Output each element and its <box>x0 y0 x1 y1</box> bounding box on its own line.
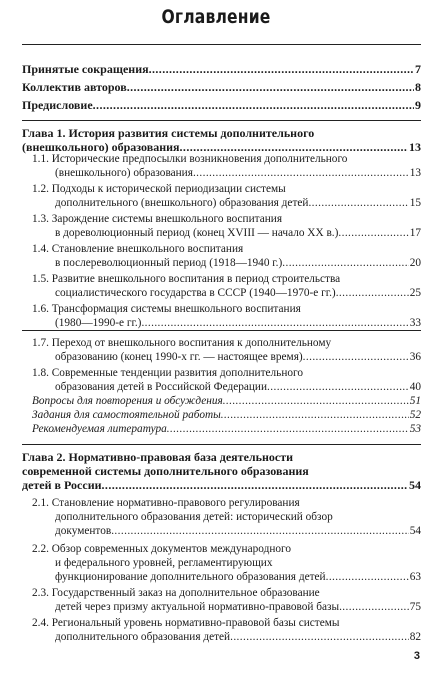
dot-leader <box>338 226 408 240</box>
dot-leader <box>230 630 409 644</box>
dot-leader <box>326 570 409 584</box>
toc-entry-title: 1.8. Современные тенденции развития дополнительного <box>32 367 304 379</box>
toc-page-number: 63 <box>409 571 421 583</box>
toc-entry[interactable] <box>32 366 421 394</box>
toc-page-number: 75 <box>409 601 421 613</box>
toc-page-number: 8 <box>415 80 421 94</box>
toc-page-number: 7 <box>415 62 421 76</box>
toc-entry-title: 2.4. Региональный уровень нормативно-правовой базы системы <box>32 617 340 629</box>
toc-page-number: 51 <box>409 395 421 407</box>
toc-entry-title: (внешкольного) образования <box>22 140 180 154</box>
toc-entry[interactable] <box>32 152 421 180</box>
toc-entry-title: в послереволюционный период (1918—1940 г.) <box>55 257 283 269</box>
toc-entry-title: (внешкольного) образования <box>55 167 193 179</box>
toc-entry[interactable] <box>22 98 421 112</box>
dot-leader <box>339 600 409 614</box>
dot-leader <box>221 408 409 422</box>
toc-entry-title: детей через призму актуальной нормативно-правовой базы <box>55 601 340 613</box>
toc-entry-title: 2.1. Становление нормативно-правового регулирования <box>32 497 300 509</box>
dot-leader <box>282 256 408 270</box>
toc-entry[interactable] <box>32 408 421 422</box>
toc-page-number: 15 <box>409 197 421 209</box>
toc-page-number: 82 <box>409 631 421 643</box>
dot-leader <box>102 478 408 492</box>
toc-page-number: 36 <box>409 351 421 363</box>
toc-entry-title: 1.5. Развитие внешкольного воспитания в период строительства <box>32 273 341 285</box>
toc-page-number: 52 <box>409 409 421 421</box>
toc-entry-title: образования детей в Российской Федерации <box>55 381 268 393</box>
toc-entry-title: 2.3. Государственный заказ на дополнительное образование <box>32 587 320 599</box>
toc-entry-title: современной системы дополнительного образования <box>22 464 309 478</box>
toc-entry-title: социалистического государства в СССР (1940—1970-е гг.) <box>55 287 336 299</box>
toc-entry[interactable] <box>32 336 421 364</box>
toc-entry[interactable] <box>32 272 421 300</box>
toc-entry[interactable] <box>32 212 421 240</box>
toc-entry[interactable] <box>22 80 421 94</box>
toc-entry-title: Рекомендуемая литература <box>32 423 167 435</box>
toc-entry-title: 1.2. Подходы к исторической периодизации системы <box>32 183 286 195</box>
toc-page-number: 53 <box>409 423 421 435</box>
dot-leader <box>149 62 414 76</box>
toc-entry-title: Задания для самостоятельной работы <box>32 409 221 421</box>
dot-leader <box>193 166 409 180</box>
toc-entry-title: Глава 2. Нормативно-правовая база деятельности <box>22 450 294 464</box>
dot-leader <box>303 350 409 364</box>
toc-page-number: 20 <box>409 257 421 269</box>
toc-entry-title: функционирование дополнительного образования детей <box>55 571 326 583</box>
toc-page-number: 25 <box>409 287 421 299</box>
toc-entry[interactable] <box>32 422 421 436</box>
page-title: Оглавление <box>161 6 271 28</box>
toc-page-number: 13 <box>409 167 421 179</box>
toc-entry-title: и федерального уровней, регламентирующих <box>55 557 273 569</box>
toc-entry[interactable] <box>32 616 421 644</box>
toc-entry-title: в дореволюционный период (конец XVIII — начало XX в.) <box>55 227 339 239</box>
toc-entry-title: 2.2. Обзор современных документов международного <box>32 543 292 555</box>
toc-entry[interactable] <box>22 62 421 76</box>
dot-leader <box>93 98 414 112</box>
toc-entry-title: (1980—1990-е гг.) <box>55 317 142 329</box>
toc-page-number: 13 <box>409 140 421 154</box>
toc-entry-title: 1.3. Зарождение системы внешкольного воспитания <box>32 213 283 225</box>
toc-page-number: 54 <box>409 525 421 537</box>
toc-entry[interactable] <box>22 126 421 154</box>
section-rule <box>22 444 421 445</box>
section-rule <box>22 330 421 331</box>
toc-entry-title: дополнительного (внешкольного) образования детей <box>55 197 309 209</box>
toc-entry[interactable] <box>32 302 421 330</box>
dot-leader <box>267 380 409 394</box>
dot-leader <box>141 316 408 330</box>
toc-entry-title: образованию (конец 1990-х гг. — настоящее время) <box>55 351 303 363</box>
section-rule <box>22 120 421 121</box>
toc-entry-title: Принятые сокращения <box>22 62 149 76</box>
toc-entry[interactable] <box>32 496 421 538</box>
toc-entry-title: Вопросы для повторения и обсуждения <box>32 395 223 407</box>
dot-leader <box>111 524 409 538</box>
dot-leader <box>167 422 409 436</box>
toc-entry-title: Глава 1. История развития системы дополнительного <box>22 126 315 140</box>
toc-entry-title: 1.7. Переход от внешкольного воспитания к дополнительному <box>32 337 332 349</box>
dot-leader <box>127 80 414 94</box>
toc-entry-title: документов <box>55 525 112 537</box>
toc-entry[interactable] <box>32 242 421 270</box>
toc-entry-title: Предисловие <box>22 98 93 112</box>
toc-page-number: 9 <box>415 98 421 112</box>
toc-entry[interactable] <box>32 394 421 408</box>
toc-entry-title: 1.6. Трансформация системы внешкольного воспитания <box>32 303 301 315</box>
toc-entry[interactable] <box>32 182 421 210</box>
dot-leader <box>223 394 409 408</box>
toc-entry-title: детей в России <box>22 478 102 492</box>
toc-page-number: 33 <box>409 317 421 329</box>
toc-entry-title: дополнительного образования детей <box>55 631 231 643</box>
toc-page-number: 54 <box>409 478 421 492</box>
toc-entry-title: 1.4. Становление внешкольного воспитания <box>32 243 244 255</box>
page-number: 3 <box>413 650 420 662</box>
dot-leader <box>336 286 409 300</box>
toc-entry-title: дополнительного образования детей: исторический обзор <box>55 511 333 523</box>
toc-entry[interactable] <box>32 586 421 614</box>
toc-entry[interactable] <box>32 542 421 584</box>
toc-entry-title: 1.1. Исторические предпосылки возникновения дополнительного <box>32 153 348 165</box>
toc-page-number: 17 <box>409 227 421 239</box>
toc-page-number: 40 <box>409 381 421 393</box>
toc-entry[interactable] <box>22 450 421 492</box>
title-rule <box>22 44 421 45</box>
toc-entry-title: Коллектив авторов <box>22 80 127 94</box>
dot-leader <box>308 196 408 210</box>
